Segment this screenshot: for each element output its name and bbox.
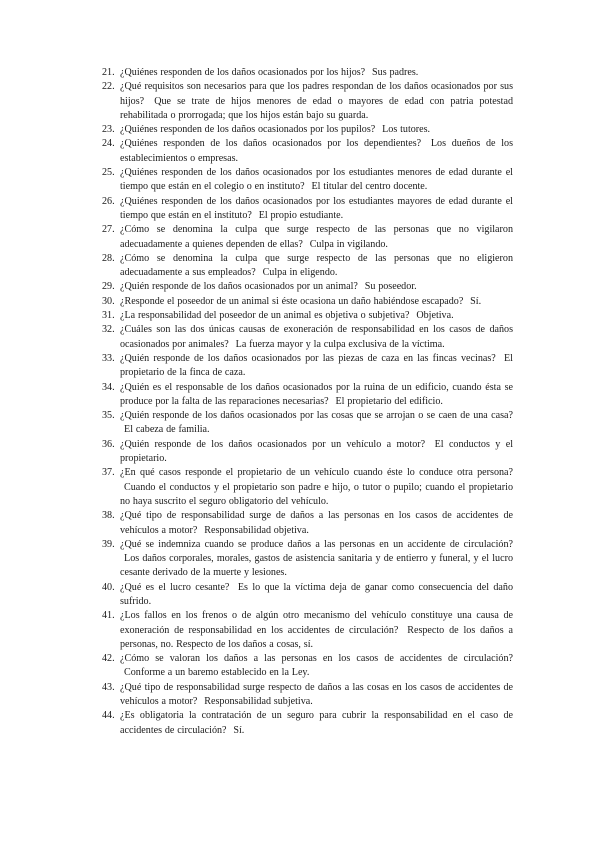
question-text: ¿Los fallos en los frenos o de algún otro mecanismo del vehículo constituye una causa de exoneración de responsabilidad en los accidentes de circulación?	[120, 610, 513, 636]
answer-text: Los tutores.	[382, 124, 431, 136]
answer-text: La fuerza mayor y la culpa exclusiva de la víctima.	[235, 338, 445, 350]
answer-text: Cuando el conductos y el propietario son padre e hijo, o tutor o pupilo; cuando el propietario no haya suscrito el seguro obligatorio del vehículo.	[120, 481, 513, 507]
question-number: 29.	[102, 281, 115, 293]
question-text: ¿Qué tipo de responsabilidad surge de daños a las personas en los casos de accidentes de vehículos a motor?	[120, 510, 513, 536]
question-text: ¿La responsabilidad del poseedor de un animal es objetiva o subjetiva?	[120, 310, 410, 322]
question-item	[0, 66, 513, 80]
question-text: ¿Qué se indemniza cuando se produce daños a las personas en un accidente de circulación?	[120, 538, 513, 550]
answer-text: Los dueños de los establecimientos o empresas.	[120, 138, 514, 164]
question-text: ¿Qué es el lucro cesante?	[120, 581, 230, 593]
answer-text: Los daños corporales, morales, gastos de asistencia sanitaria y de entierro y funeral, y el lucro cesante derivado de la muerte y lesiones.	[120, 553, 513, 579]
answer-text: Sus padres.	[372, 67, 419, 78]
question-number: 34.	[102, 381, 115, 393]
question-text: ¿Quién es el responsable de los daños ocasionados por la ruina de un edificio, cuando ésta se produce por la falta de las reparaciones necesarias?	[120, 381, 513, 407]
question-text: ¿Quiénes responden de los daños ocasionados por los hijos?	[120, 67, 366, 78]
question-text: ¿Quién responde de los daños ocasionados por las piezas de caza en las fincas vecinas?	[120, 352, 496, 364]
question-item	[0, 252, 513, 281]
question-number: 44.	[102, 710, 115, 722]
question-item	[0, 466, 513, 509]
question-item	[0, 352, 513, 381]
question-item	[0, 709, 513, 738]
question-number: 31.	[102, 310, 115, 322]
question-item	[0, 80, 513, 123]
question-item	[0, 652, 513, 681]
answer-text: El titular del centro docente.	[311, 181, 428, 193]
answer-text: Objetiva.	[416, 310, 454, 322]
question-text: ¿En qué casos responde el propietario de un vehículo cuando éste lo conduce otra persona?	[120, 467, 513, 479]
question-number: 23.	[102, 124, 115, 136]
question-item	[0, 581, 513, 610]
question-text: ¿Responde el poseedor de un animal si éste ocasiona un daño habiéndose escapado?	[120, 295, 464, 307]
question-text: ¿Quiénes responden de los daños ocasionados por los estudiantes menores de edad durante el tiempo que están en el colegio o en instituto?	[120, 167, 513, 193]
question-number: 25.	[102, 167, 115, 179]
question-item	[0, 195, 513, 224]
question-text: ¿Qué requisitos son necesarios para que los padres respondan de los daños ocasionados por sus hijos?	[120, 81, 513, 107]
answer-text: El propietario de la finca de caza.	[120, 352, 513, 379]
question-item	[0, 295, 513, 309]
answer-text: Es lo que la víctima deja de ganar como consecuencia del daño sufrido.	[120, 581, 513, 607]
question-number: 27.	[102, 224, 115, 236]
question-text: ¿Cómo se valoran los daños a las personas en los casos de accidentes de circulación?	[120, 653, 513, 665]
answer-text: El propio estudiante.	[258, 209, 344, 221]
question-text: ¿Quiénes responden de los daños ocasionados por los pupilos?	[120, 124, 376, 136]
question-text: ¿Quiénes responden de los daños ocasionados por los dependientes?	[120, 138, 422, 150]
answer-text: Culpa in vigilando.	[309, 238, 388, 250]
question-text: ¿Quiénes responden de los daños ocasionados por los estudiantes mayores de edad durante el tiempo que están en el instituto?	[120, 195, 513, 221]
answer-text: Su poseedor.	[364, 281, 417, 293]
question-item	[0, 438, 513, 467]
answer-text: Que se trate de hijos menores de edad o mayores de edad con patria potestad rehabilitada o prorrogada; que los hijos están bajo su guarda.	[120, 95, 513, 121]
question-text: ¿Quién responde de los daños ocasionados por un animal?	[120, 281, 358, 293]
question-text: ¿Es obligatoria la contratación de un seguro para cubrir la responsabilidad en el caso de accidentes de circulación?	[120, 710, 513, 736]
question-number: 41.	[102, 610, 115, 622]
question-text: ¿Quién responde de los daños ocasionados por las cosas que se arrojan o se caen de una casa?	[120, 410, 513, 422]
question-item	[0, 509, 513, 538]
question-text: ¿Quién responde de los daños ocasionados por un vehículo a motor?	[120, 438, 426, 450]
question-item	[0, 309, 513, 323]
answer-text: Responsabilidad subjetiva.	[204, 696, 313, 708]
question-number: 24.	[102, 138, 115, 150]
question-number: 36.	[102, 438, 115, 450]
question-number: 28.	[102, 252, 115, 264]
question-number: 40.	[102, 581, 115, 593]
question-item	[0, 137, 513, 166]
question-answer-list	[0, 66, 600, 738]
question-item	[0, 409, 513, 438]
question-number: 30.	[102, 295, 115, 307]
question-text: ¿Cuáles son las dos únicas causas de exoneración de responsabilidad en los casos de daños ocasionados por animales?	[120, 324, 513, 350]
question-item	[0, 223, 513, 252]
answer-text: Sí.	[470, 295, 482, 307]
question-item	[0, 681, 513, 710]
question-number: 38.	[102, 510, 115, 522]
answer-text: El propietario del edificio.	[335, 395, 443, 407]
question-number: 37.	[102, 467, 115, 479]
question-item	[0, 609, 513, 652]
question-number: 22.	[102, 81, 115, 93]
question-number: 35.	[102, 410, 115, 422]
question-number: 32.	[102, 324, 115, 336]
question-item	[0, 323, 513, 352]
question-item	[0, 538, 513, 581]
question-item	[0, 123, 513, 137]
question-number: 42.	[102, 653, 115, 665]
question-text: ¿Qué tipo de responsabilidad surge respecto de daños a las cosas en los casos de accidentes de vehículos a motor?	[120, 681, 513, 708]
question-number: 39.	[102, 538, 115, 550]
question-item	[0, 381, 513, 410]
question-text: ¿Cómo se denomina la culpa que surge respecto de las personas que no vigilaron adecuadamente a quienes dependen de ellas?	[120, 224, 513, 250]
question-number: 21.	[102, 67, 115, 78]
question-number: 33.	[102, 352, 115, 364]
question-item	[0, 166, 513, 195]
answer-text: Conforme a un baremo establecido en la Ley.	[124, 667, 310, 679]
question-text: ¿Cómo se denomina la culpa que surge respecto de las personas que no eligieron adecuadamente a sus empleados?	[120, 252, 513, 279]
answer-text: El conductos y el propietario.	[120, 438, 514, 465]
question-number: 43.	[102, 681, 115, 693]
answer-text: Respecto de los daños a personas, no. Respecto de los daños a cosas, sí.	[120, 624, 513, 650]
question-number: 26.	[102, 195, 115, 207]
answer-text: Sí.	[233, 724, 245, 736]
question-item	[0, 280, 513, 294]
answer-text: El cabeza de familia.	[124, 424, 210, 436]
answer-text: Responsabilidad objetiva.	[204, 524, 309, 536]
answer-text: Culpa in eligendo.	[262, 267, 338, 279]
